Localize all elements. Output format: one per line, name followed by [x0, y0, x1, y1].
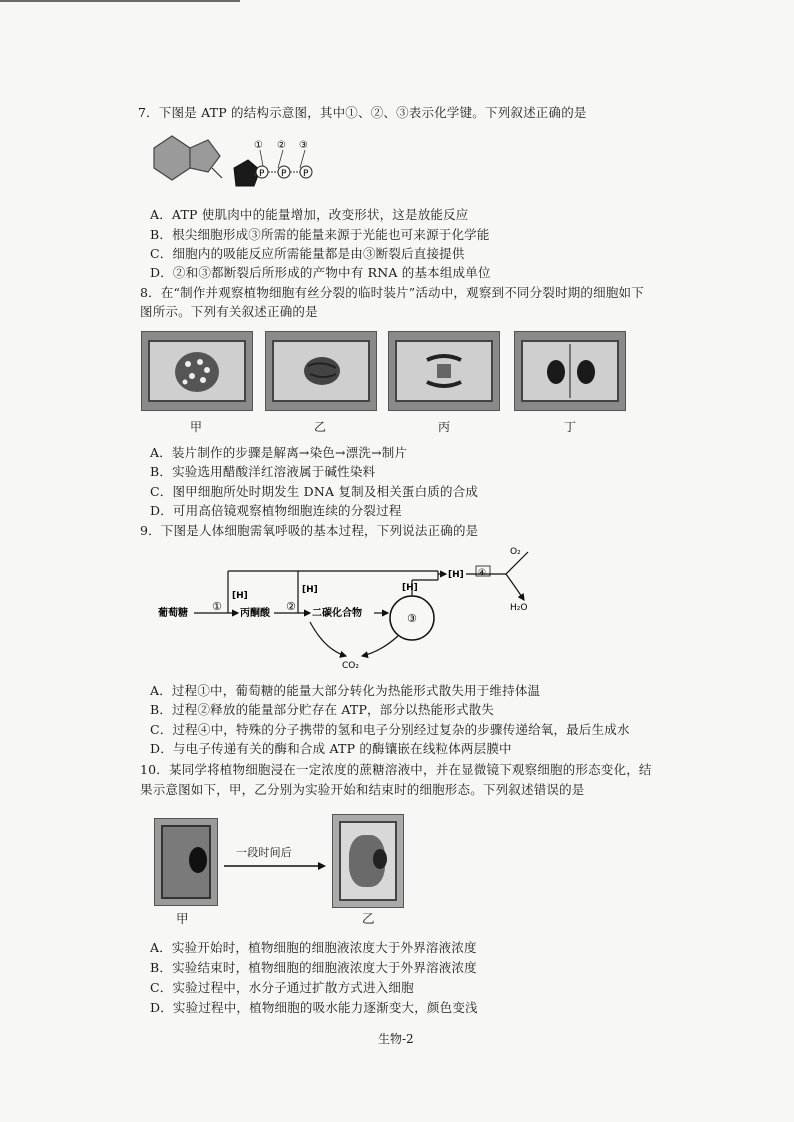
q7-option-d: D．②和③都断裂后所形成的产物中有 RNA 的基本组成单位	[150, 265, 491, 280]
micrograph-yi	[265, 331, 377, 411]
q10-caption-yi: 乙	[362, 911, 375, 926]
q7-option-c: C．细胞内的吸能反应所需能量都是由③断裂后直接提供	[150, 246, 465, 261]
caption-ding: 丁	[564, 420, 577, 434]
q7-stem: 7．下图是 ATP 的结构示意图，其中①、②、③表示化学键。下列叙述正确的是	[138, 105, 587, 120]
phosphate-3-label: P	[303, 169, 309, 179]
q8-option-d: D．可用高倍镜观察植物细胞连续的分裂过程	[150, 503, 402, 518]
bond-mark-3: ③	[299, 140, 308, 151]
q10-option-b: B．实验结束时，植物细胞的细胞液浓度大于外界溶液浓度	[150, 960, 477, 975]
q10-option-d: D．实验过程中，植物细胞的吸水能力逐渐变大，颜色变浅	[150, 1000, 478, 1015]
atp-structure-diagram	[150, 126, 330, 202]
adenine-hexagon	[154, 136, 190, 180]
q9-option-c: C．过程④中，特殊的分子携带的氢和电子分别经过复杂的步骤传递给氧，最后生成水	[150, 722, 630, 737]
q10-stem-line2: 果示意图如下，甲，乙分别为实验开始和结束时的细胞形态。下列叙述错误的是	[140, 782, 585, 797]
page-footer: 生物-2	[378, 1032, 414, 1046]
label-co2: CO₂	[342, 661, 359, 671]
q10-stem-line1: 10．某同学将植物细胞浸在一定浓度的蔗糖溶液中，并在显微镜下观察细胞的形态变化，结	[140, 762, 652, 777]
q10-caption-jia: 甲	[176, 911, 189, 926]
cell-image-yi	[332, 814, 404, 908]
label-h2o: H₂O	[510, 603, 528, 613]
q7-option-a: A．ATP 使肌肉中的能量增加，改变形状，这是放能反应	[150, 207, 469, 222]
label-h-4: [H]	[448, 570, 464, 580]
label-h-1: [H]	[232, 591, 248, 601]
q9-stem: 9．下图是人体细胞需氧呼吸的基本过程，下列说法正确的是	[140, 523, 479, 538]
micrograph-ding	[514, 331, 626, 411]
step-1: ①	[212, 600, 222, 613]
q8-option-c: C．图甲细胞所处时期发生 DNA 复制及相关蛋白质的合成	[150, 484, 479, 499]
step-4: ④	[478, 568, 487, 578]
q10-option-c: C．实验过程中，水分子通过扩散方式进入细胞	[150, 980, 414, 995]
label-glucose: 葡萄糖	[158, 608, 188, 619]
respiration-diagram	[150, 540, 550, 675]
scan-edge-line	[0, 0, 240, 2]
label-h-2: [H]	[302, 585, 318, 595]
q9-option-a: A．过程①中，葡萄糖的能量大部分转化为热能形式散失用于维持体温	[150, 683, 541, 698]
q9-option-d: D．与电子传递有关的酶和合成 ATP 的酶镶嵌在线粒体两层膜中	[150, 741, 512, 756]
caption-bing: 丙	[438, 420, 451, 434]
cell-image-jia	[154, 818, 218, 906]
phosphate-1-label: P	[259, 169, 265, 179]
bond-mark-2: ②	[277, 140, 286, 151]
adenine-pentagon	[190, 140, 220, 172]
step-3: ③	[407, 612, 417, 625]
micrograph-bing	[388, 331, 500, 411]
caption-yi: 乙	[314, 420, 327, 434]
bond-mark-1: ①	[254, 140, 263, 151]
q8-option-b: B．实验选用醋酸洋红溶液属于碱性染料	[150, 464, 376, 479]
step-2: ②	[286, 600, 296, 613]
q10-option-a: A．实验开始时，植物细胞的细胞液浓度大于外界溶液浓度	[150, 940, 477, 955]
q9-option-b: B．过程②释放的能量部分贮存在 ATP，部分以热能形式散失	[150, 702, 495, 717]
phosphate-2-label: P	[281, 169, 287, 179]
q8-stem-line2: 图所示。下列有关叙述正确的是	[140, 304, 318, 319]
label-h-3: [H]	[402, 583, 418, 593]
caption-jia: 甲	[190, 420, 203, 434]
q8-stem-line1: 8．在“制作并观察植物细胞有丝分裂的临时装片”活动中，观察到不同分裂时期的细胞如下	[140, 285, 644, 300]
label-pyruvate: 丙酮酸	[240, 608, 270, 619]
q8-option-a: A．装片制作的步骤是解离→染色→漂洗→制片	[150, 445, 408, 460]
label-o2: O₂	[510, 547, 521, 557]
q7-option-b: B．根尖细胞形成③所需的能量来源于光能也可来源于化学能	[150, 227, 490, 242]
micrograph-jia	[141, 331, 253, 411]
label-c2-compound: 二碳化合物	[312, 608, 362, 619]
arrow-label: 一段时间后	[236, 846, 292, 859]
